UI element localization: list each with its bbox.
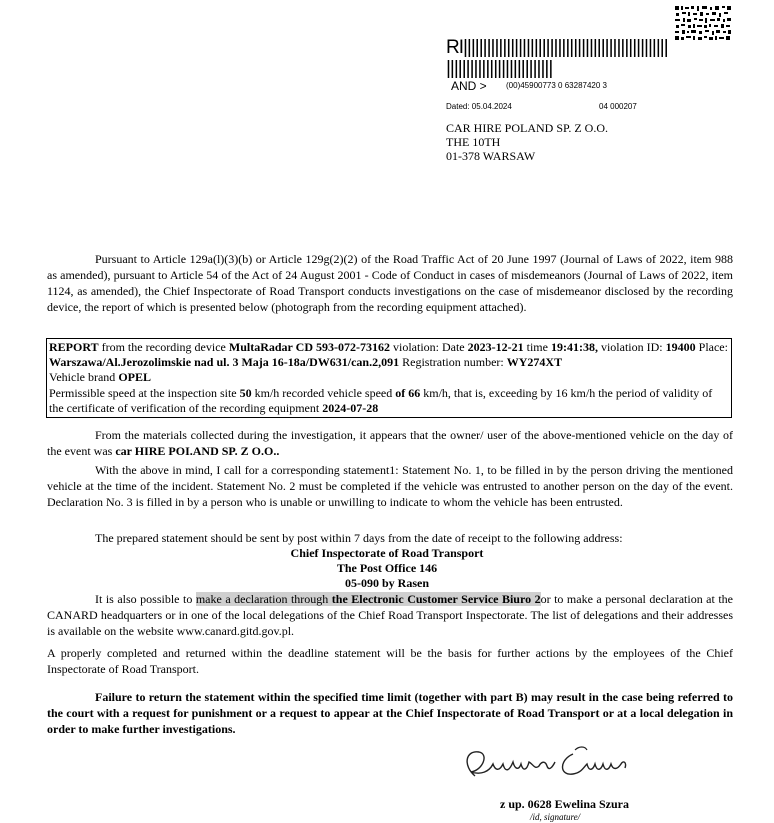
recipient-line: 01-378 WARSAW: [446, 149, 536, 163]
address-line: 05-090 by Rasen: [344, 576, 429, 590]
statement-paragraph: With the above in mind, I call for a corresponding statement1: Statement No. 1, to be filled in by the person driving the mentioned vehicle at the time of the incident. Statement No. 2 must be completed if the vehicle was entrusted to another person on the day of the event. Declaration No. 3 is filled in by a person who is unable or unwilling to indicate to whom the vehicle has been entrusted.: [47, 463, 733, 509]
report-place: Warszawa/Al.Jerozolimskie nad ul. 3 Maja 16-18a/DW631/can.2,091: [49, 355, 400, 370]
also-text: or to make a personal declaration at the CANARD headquarters or in one of the local delegations of the Chief Road Transport Inspectorate. The list of delegations and their addresses is available on the website www.canard.gitd.gov.pl.: [47, 592, 734, 638]
recipient-address: [446, 121, 608, 163]
owner-name: car HIRE POI.AND SP. Z O.O..: [115, 444, 280, 458]
qr-code-icon: [674, 5, 732, 41]
report-text: violation ID:: [597, 340, 666, 354]
report-text: Vehicle brand: [49, 370, 119, 385]
also-paragraph: [47, 591, 733, 639]
highlighted-text: make a declaration through: [195, 592, 332, 606]
report-validity-date: 2024-07-28: [322, 400, 379, 415]
barcode: |||||||||||||||||||||||||||: [446, 58, 553, 79]
report-brand: OPEL: [118, 370, 151, 385]
recipient-line: CAR HIRE POLAND SP. Z O.O.: [446, 121, 609, 135]
signature-caption: /id, signature/: [530, 812, 581, 822]
properly-paragraph: A properly completed and returned within the deadline statement will be the basis for further actions by the employees of the Chief Inspectorate of Road Transport.: [47, 646, 733, 676]
also-text: It is also possible to: [95, 592, 196, 606]
barcode: RI||||||||||||||||||||||||||||||||||||||||||||||||||||: [446, 37, 668, 58]
report-text: km/h, that is, exceeding by 16 km/h the period of validity of the certificate of verification of the recording equipment: [49, 385, 713, 415]
owner-text: From the materials collected during the investigation, it appears that the owner/ user of the above-mentioned vehicle on the day of the event was: [47, 428, 733, 458]
report-label: REPORT: [49, 340, 99, 354]
report-device: MultaRadar CD 593-072-73162: [228, 340, 390, 354]
highlighted-service-name: the Electronic Customer Service Biuro 2: [331, 592, 541, 606]
post-instructions: The prepared statement should be sent by post within 7 days from the date of receipt to the following address:: [95, 531, 623, 545]
failure-warning: Failure to return the statement within the specified time limit (together with part B) may result in the case being referred to the court with a request for punishment or a request to appear at the Chief Inspectorate of Road Transport or at a local delegation in order to make further investigations.: [47, 690, 733, 736]
intro-paragraph: Pursuant to Article 129a(l)(3)(b) or Article 129g(2)(2) of the Road Traffic Act of 20 June 1997 (Journal of Laws of 2022, item 988 as amended), pursuant to Article 54 of the Act of 24 August 2001 - Code of Conduct in cases of misdemeanors (Journal of Laws of 2022, item 1124, as amended), the Chief Inspectorate of Road Transport conducts investigations on the case of misdemeanor disclosed by the recording device, the report of which is presented below (photograph from the recording equipment attached).: [47, 252, 733, 314]
signatory-name: z up. 0628 Ewelina Szura: [500, 797, 630, 811]
report-permitted-speed: 50: [239, 385, 252, 400]
report-text: Place:: [695, 340, 728, 354]
report-registration: WY274XT: [506, 355, 563, 370]
report-violation-id: 19400: [665, 340, 696, 354]
report-text: violation: Date: [389, 340, 468, 354]
handwritten-signature: [455, 742, 655, 790]
report-text: Registration number:: [399, 355, 507, 370]
report-recorded-speed: of 66: [395, 385, 421, 400]
owner-paragraph: [47, 427, 733, 459]
report-text: Permissible speed at the inspection site: [49, 385, 240, 400]
recipient-line: THE 10TH: [446, 135, 501, 149]
address-line: Chief Inspectorate of Road Transport: [290, 546, 484, 560]
and-label: AND >: [451, 79, 487, 93]
report-text: km/h recorded vehicle speed: [251, 385, 396, 400]
document-code: 04 000207: [599, 102, 637, 111]
report-text: from the recording device: [98, 340, 229, 354]
address-line: The Post Office 146: [336, 561, 438, 575]
report-text: time: [523, 340, 551, 354]
and-number: (00)45900773 0 63287420 3: [506, 81, 607, 90]
report-date: 2023-12-21: [467, 340, 524, 354]
date-line: Dated: 05.04.2024: [446, 102, 512, 111]
report-time: 19:41:38,: [550, 340, 598, 354]
report-box: [46, 338, 732, 418]
